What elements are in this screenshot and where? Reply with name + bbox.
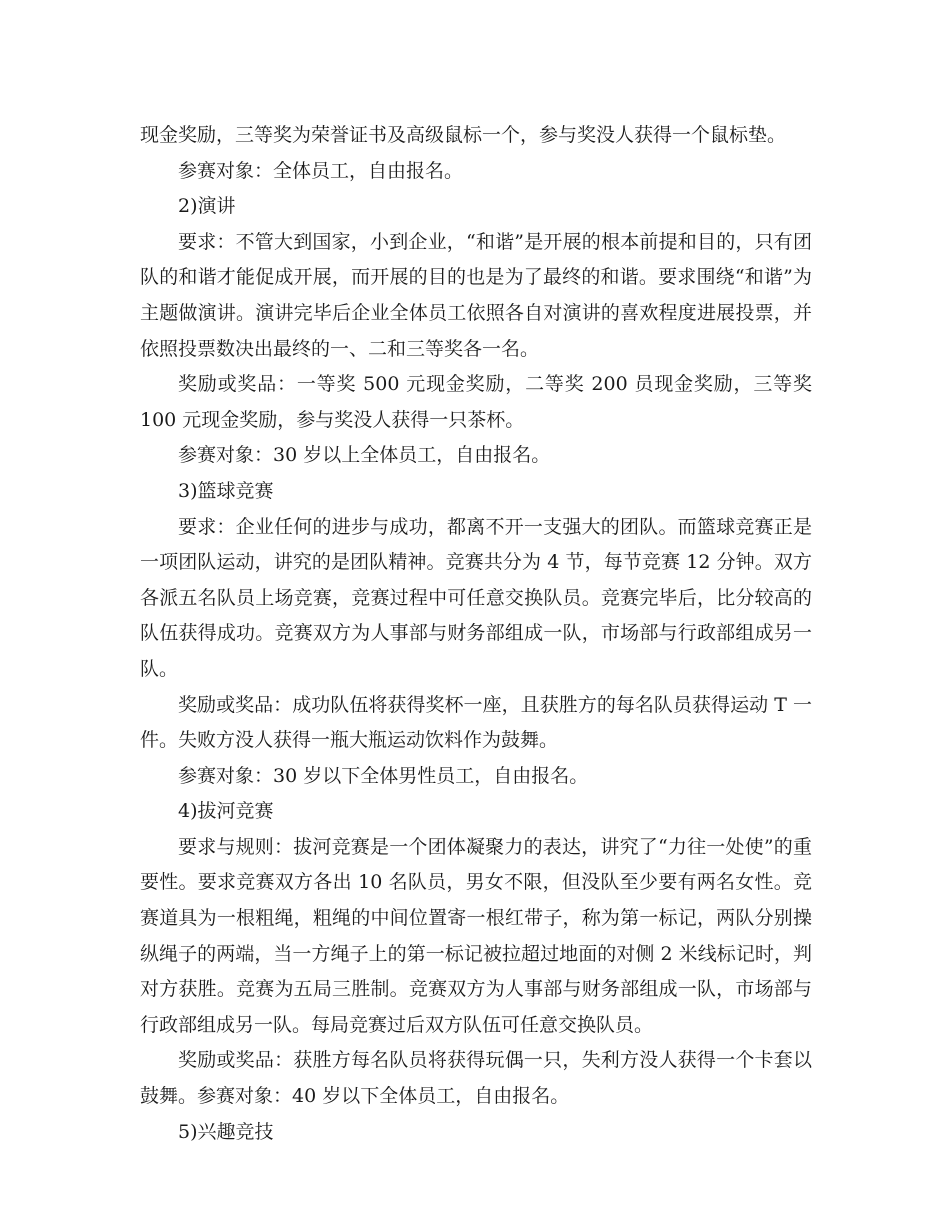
section-heading: 5)兴趣竞技 bbox=[178, 1120, 274, 1143]
section-heading: 2)演讲 bbox=[178, 195, 236, 218]
section-heading: 4)拔河竞赛 bbox=[178, 800, 274, 823]
section-heading: 3)篮球竞赛 bbox=[178, 479, 274, 502]
document-body bbox=[140, 118, 812, 1150]
paragraph: 奖励或奖品：一等奖 500 元现金奖励，二等奖 200 员现金奖励，三等奖 100 元现金奖励，参与奖没人获得一只茶杯。 bbox=[140, 373, 812, 431]
paragraph: 奖励或奖品：成功队伍将获得奖杯一座，且获胜方的每名队员获得运动 T 一件。失败方没人获得一瓶大瓶运动饮料作为鼓舞。 bbox=[140, 693, 812, 752]
paragraph: 要求：不管大到国家，小到企业，“和谐”是开展的根本前提和目的，只有团队的和谐才能促成开展，而开展的目的也是为了最终的和谐。要求围绕“和谐”为主题做演讲。演讲完毕后企业全体员工依照各自对演讲的喜欢程度进展投票，并依照投票数决出最终的一、二和三等奖各一名。 bbox=[140, 230, 812, 360]
paragraph: 奖励或奖品：获胜方每名队员将获得玩偶一只，失利方没人获得一个卡套以鼓舞。参赛对象：40 岁以下全体员工，自由报名。 bbox=[140, 1049, 812, 1108]
paragraph: 要求与规则：拔河竞赛是一个团体凝聚力的表达，讲究了“力往一处使”的重要性。要求竞赛双方各出 10 名队员，男女不限，但没队至少要有两名女性。竞赛道具为一根粗绳，粗绳的中间位置寄一根红带子，称为第一标记，两队分别操纵绳子的两端，当一方绳子上的第一标记被拉超过地面的对侧 2 米线标记时，判对方获胜。竞赛为五局三胜制。竞赛双方为人事部与财务部组成一队，市场部与行政部组成另一队。每局竞赛过后双方队伍可任意交换队员。 bbox=[140, 835, 812, 1036]
paragraph: 参赛对象：全体员工，自由报名。 bbox=[178, 159, 464, 182]
paragraph: 要求：企业任何的进步与成功，都离不开一支强大的团队。而篮球竞赛正是一项团队运动，讲究的是团队精神。竞赛共分为 4 节，每节竞赛 12 分钟。双方各派五名队员上场竞赛，竞赛过程中可任意交换队员。竞赛完毕后，比分较高的队伍获得成功。竞赛双方为人事部与财务部组成一队，市场部与行政部组成另一队。 bbox=[140, 515, 812, 680]
paragraph: 现金奖励，三等奖为荣誉证书及高级鼠标一个，参与奖没人获得一个鼠标垫。 bbox=[140, 124, 787, 146]
paragraph: 参赛对象：30 岁以上全体员工，自由报名。 bbox=[178, 444, 551, 467]
paragraph: 参赛对象：30 岁以下全体男性员工，自由报名。 bbox=[178, 764, 589, 787]
